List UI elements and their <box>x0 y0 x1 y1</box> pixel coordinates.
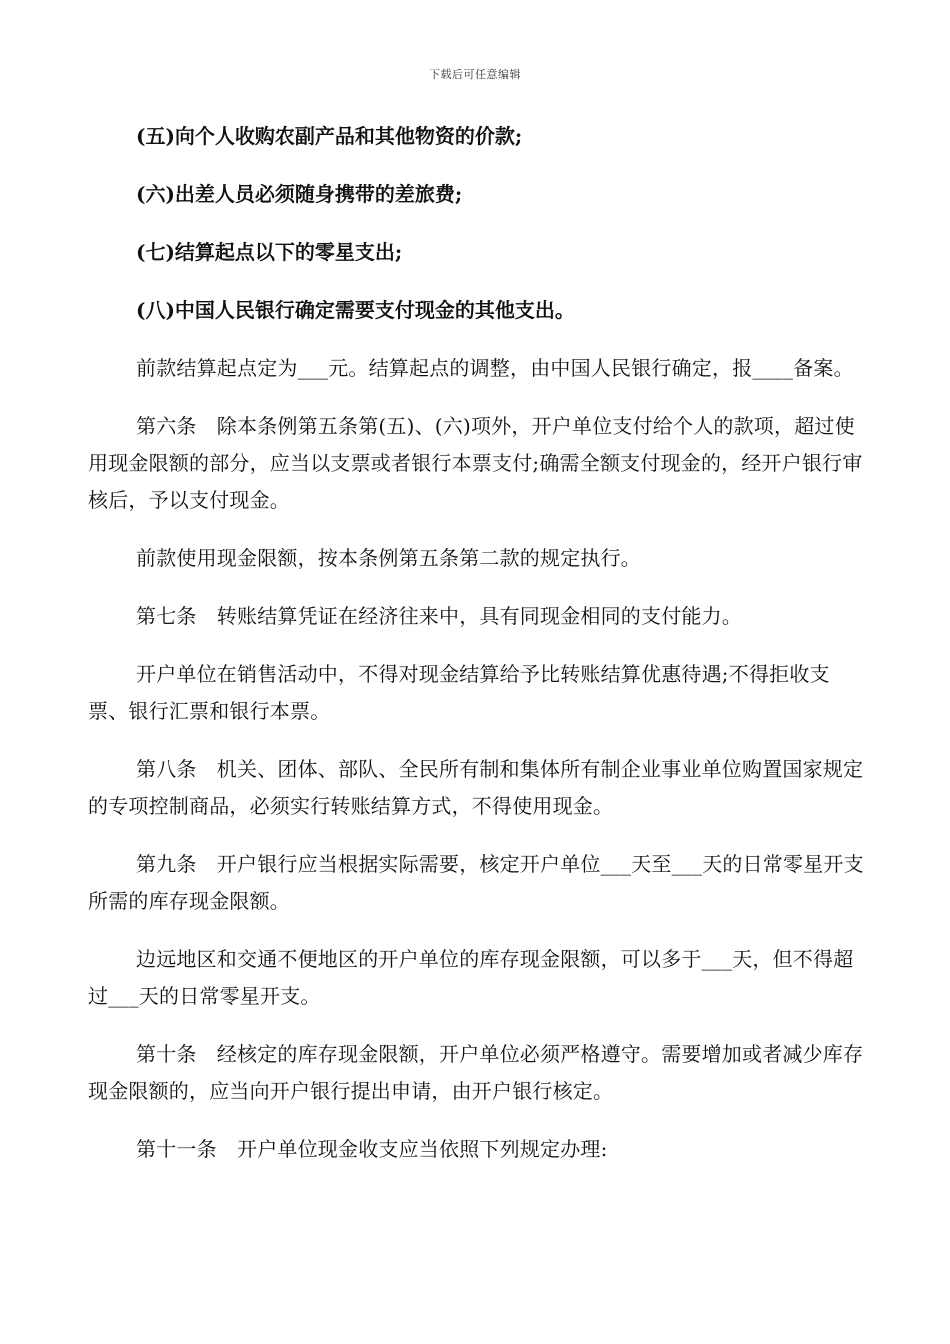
list-item: (七)结算起点以下的零星支出; <box>136 240 403 264</box>
list-item: (六)出差人员必须随身携带的差旅费; <box>136 182 463 206</box>
list-item: (五)向个人收购农副产品和其他物资的价款; <box>136 124 523 148</box>
paragraph: 第十条 经核定的库存现金限额，开户单位必须严格遵守。需要增加或者减少库存现金限额的，应当向开户银行提出申请，由开户银行核定。 <box>88 1042 864 1103</box>
paragraph: 第六条 除本条例第五条第(五)、(六)项外，开户单位支付给个人的款项，超过使用现金限额的部分，应当以支票或者银行本票支付;确需全额支付现金的，经开户银行审核后，予以支付现金。 <box>88 414 863 512</box>
list-item: (八)中国人民银行确定需要支付现金的其他支出。 <box>136 298 575 322</box>
document-body <box>88 118 864 1189</box>
page-header: 下载后可任意编辑 <box>429 68 521 81</box>
paragraph: 第十一条 开户单位现金收支应当依照下列规定办理: <box>136 1137 608 1161</box>
paragraph: 第七条 转账结算凭证在经济往来中，具有同现金相同的支付能力。 <box>136 604 742 628</box>
paragraph: 前款使用现金限额，按本条例第五条第二款的规定执行。 <box>136 546 641 570</box>
paragraph: 边远地区和交通不便地区的开户单位的库存现金限额，可以多于___天，但不得超过___天的日常零星开支。 <box>88 947 854 1008</box>
paragraph: 第九条 开户银行应当根据实际需要，核定开户单位___天至___天的日常零星开支所需的库存现金限额。 <box>88 852 864 913</box>
paragraph: 前款结算起点定为___元。结算起点的调整，由中国人民银行确定，报____备案。 <box>136 356 854 380</box>
paragraph: 第八条 机关、团体、部队、全民所有制和集体所有制企业事业单位购置国家规定的专项控制商品，必须实行转账结算方式，不得使用现金。 <box>88 757 864 818</box>
paragraph: 开户单位在销售活动中，不得对现金结算给予比转账结算优惠待遇;不得拒收支票、银行汇票和银行本票。 <box>88 662 830 723</box>
